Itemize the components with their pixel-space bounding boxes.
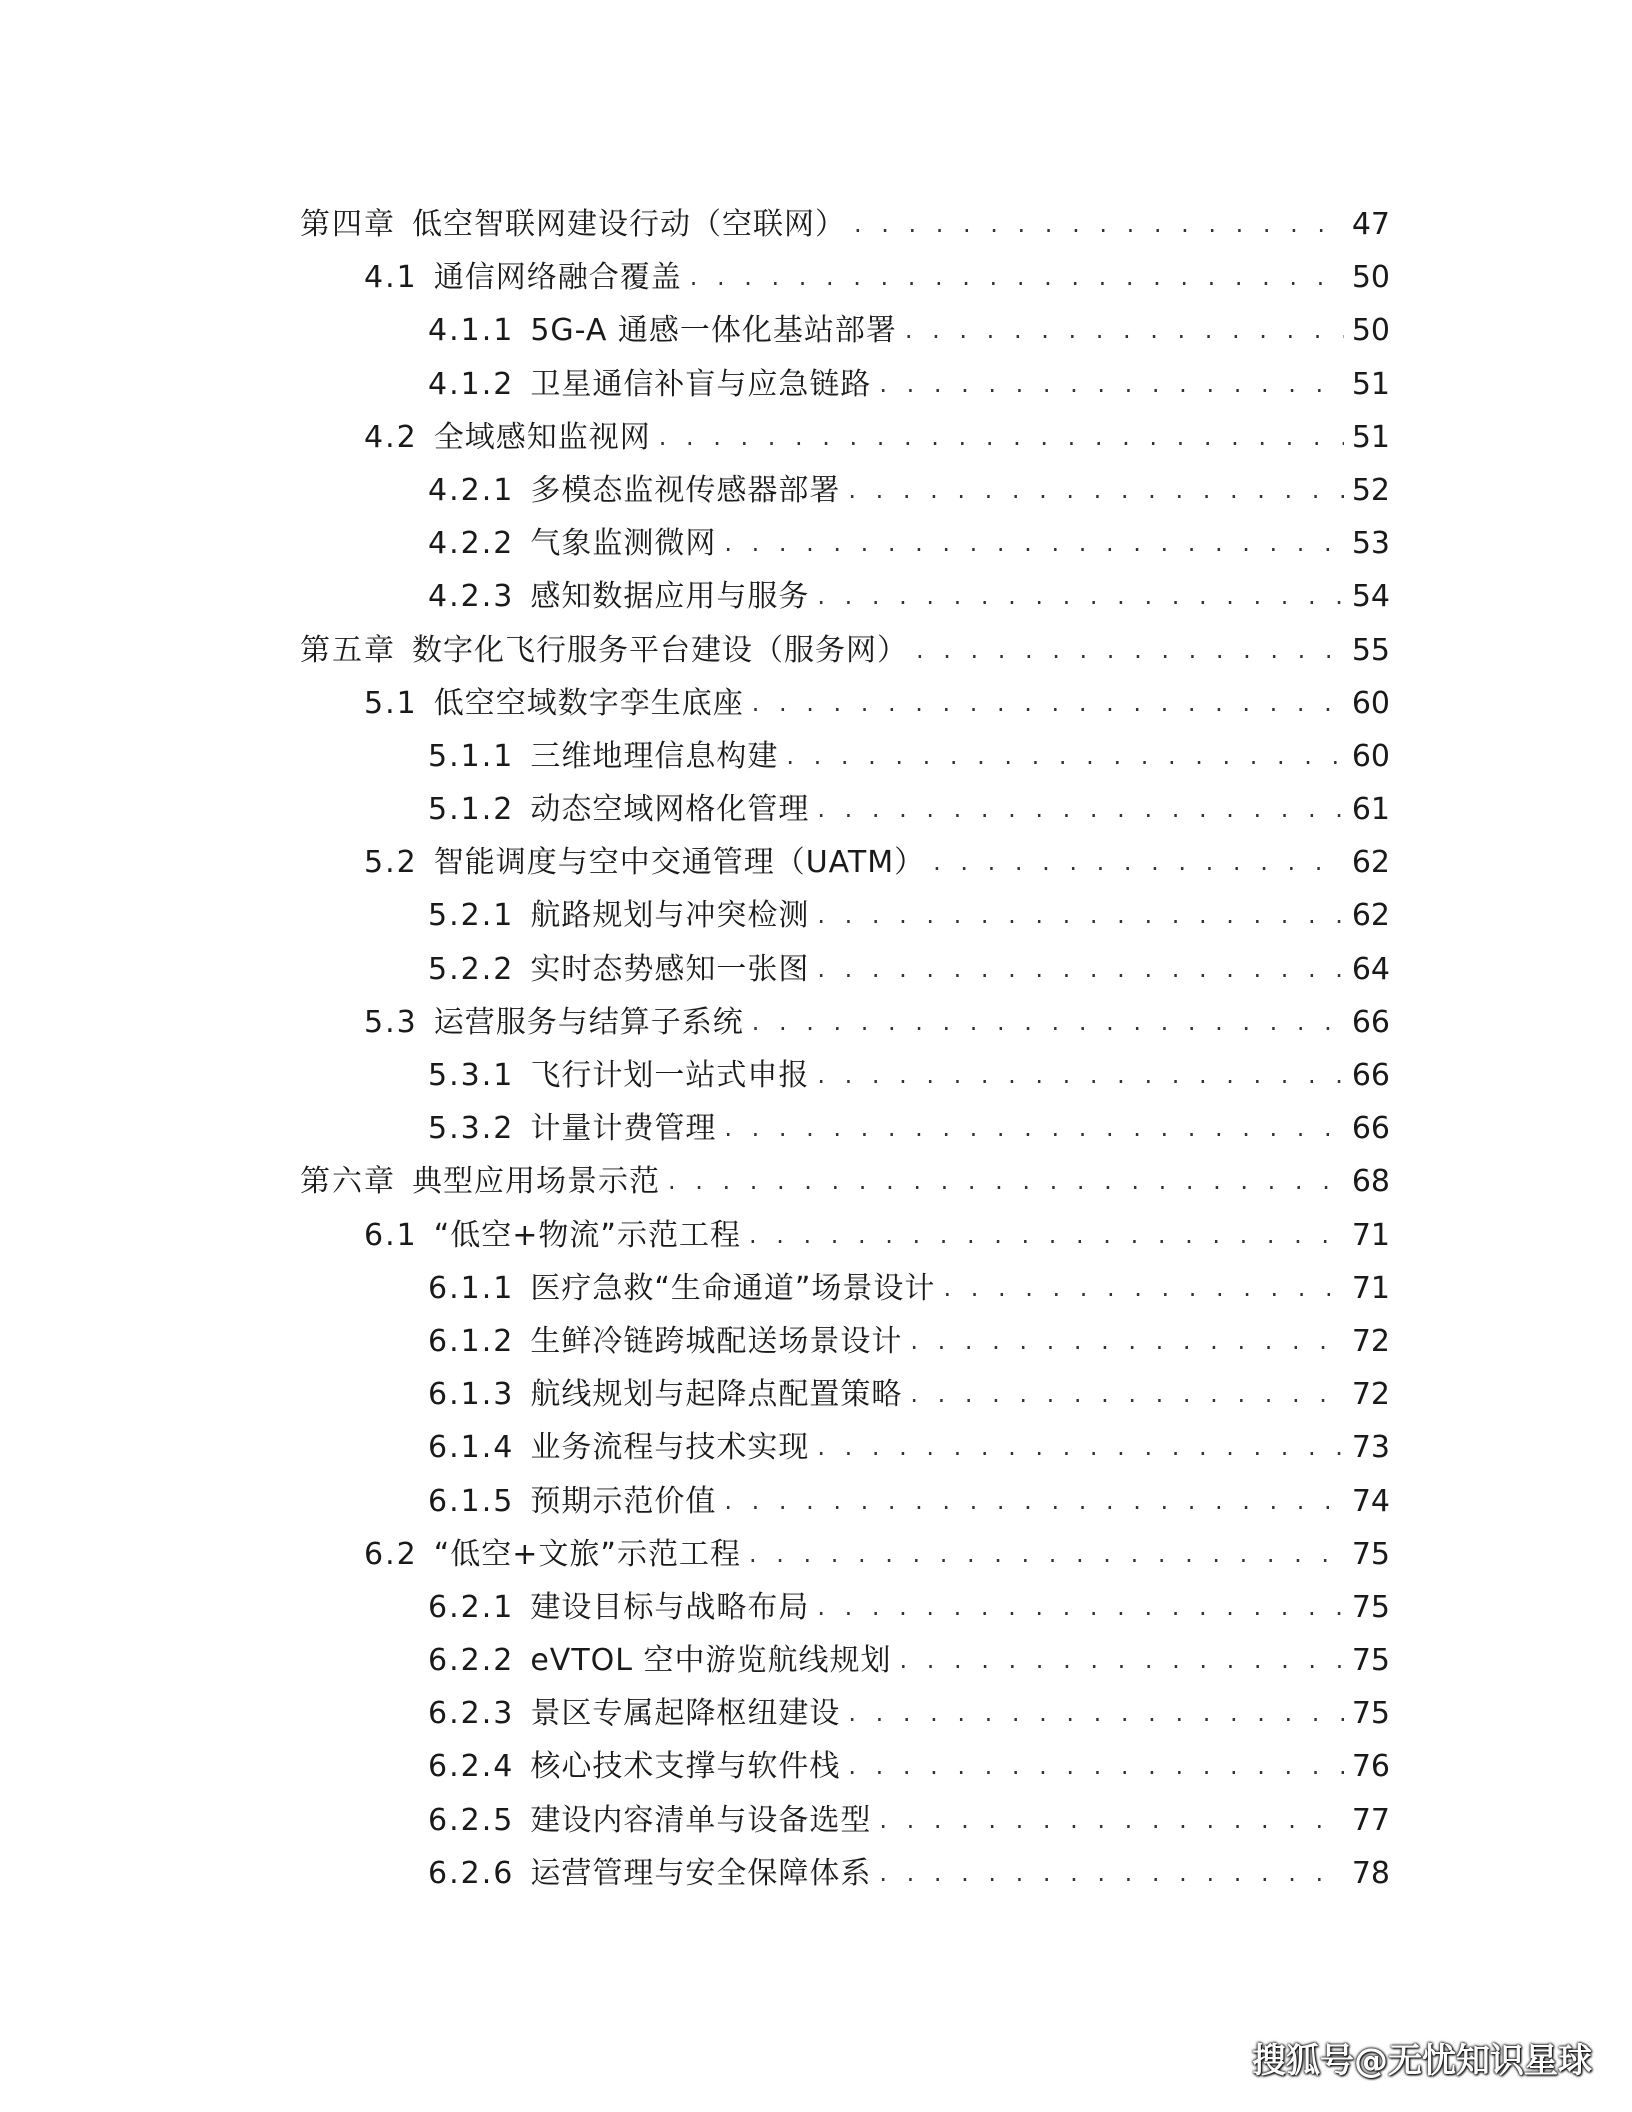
toc-entry-page-number: 66 (1351, 1004, 1390, 1040)
toc-entry-number: 5.2.2 (428, 951, 515, 987)
toc-entry-title: 景区专属起降枢纽建设 (530, 1696, 841, 1732)
toc-entry-number: 4.2.2 (428, 526, 515, 562)
toc-entry-page-number: 52 (1351, 472, 1390, 508)
toc-entry-title: 运营管理与安全保障体系 (530, 1855, 872, 1891)
toc-entry-title: eVTOL 空中游览航线规划 (530, 1643, 892, 1679)
toc-dot-leader (817, 1049, 1343, 1102)
toc-entry-number: 6.2.2 (428, 1643, 515, 1679)
toc-entry[interactable] (300, 1794, 1390, 1847)
toc-entry[interactable] (300, 996, 1390, 1049)
toc-entry-page-number: 66 (1351, 1111, 1390, 1147)
toc-entry[interactable] (300, 411, 1390, 464)
toc-entry[interactable] (300, 1634, 1390, 1687)
toc-entry-title: 医疗急救“生命通道”场景设计 (530, 1270, 936, 1306)
toc-entry-title: 计量计费管理 (530, 1111, 717, 1147)
toc-entry-page-number: 73 (1351, 1430, 1390, 1466)
toc-entry-title: 低空空域数字孪生底座 (433, 685, 744, 721)
watermark: 搜狐号@无忧知识星球 (1252, 2041, 1592, 2081)
toc-dot-leader (817, 1421, 1343, 1474)
toc-entry[interactable] (300, 464, 1390, 517)
toc-entry[interactable] (300, 889, 1390, 942)
toc-entry-number: 6.1.3 (428, 1377, 515, 1413)
toc-entry-title: “低空+物流”示范工程 (433, 1217, 741, 1253)
toc-entry-number: 5.2.1 (428, 898, 515, 934)
toc-entry-page-number: 71 (1351, 1270, 1390, 1306)
toc-entry[interactable] (300, 783, 1390, 836)
toc-entry-page-number: 77 (1351, 1802, 1390, 1838)
toc-dot-leader (749, 1528, 1344, 1581)
toc-entry-page-number: 66 (1351, 1058, 1390, 1093)
toc-entry-page-number: 53 (1351, 526, 1390, 562)
toc-dot-leader (817, 570, 1343, 623)
toc-entry-page-number: 72 (1351, 1323, 1390, 1359)
toc-dot-leader (900, 1634, 1344, 1687)
toc-dot-leader (659, 411, 1344, 464)
toc-dot-leader (817, 1581, 1343, 1634)
toc-entry-title: 气象监测微网 (530, 526, 717, 562)
toc-dot-leader (854, 198, 1344, 251)
toc-dot-leader (879, 1794, 1343, 1847)
toc-dot-leader (752, 996, 1344, 1049)
toc-dot-leader (848, 1740, 1343, 1793)
toc-entry[interactable] (300, 1421, 1390, 1474)
toc-entry[interactable] (300, 1315, 1390, 1368)
toc-entry-title: 航线规划与起降点配置策略 (530, 1377, 903, 1413)
toc-dot-leader (910, 1368, 1343, 1421)
toc-entry-page-number: 51 (1351, 419, 1390, 455)
toc-entry-number: 第五章 (300, 632, 396, 668)
toc-entry-title: 5G-A 通感一体化基站部署 (530, 313, 897, 349)
toc-dot-leader (817, 943, 1343, 996)
toc-dot-leader (817, 889, 1343, 942)
toc-dot-leader (879, 358, 1343, 411)
table-of-contents (300, 198, 1390, 1900)
toc-entry[interactable] (300, 1581, 1390, 1634)
toc-entry-number: 5.3 (364, 1004, 418, 1040)
toc-entry-title: 业务流程与技术实现 (530, 1430, 810, 1466)
toc-entry[interactable] (300, 1847, 1390, 1900)
toc-entry-page-number: 50 (1351, 313, 1390, 349)
toc-entry-page-number: 71 (1351, 1217, 1390, 1253)
toc-entry[interactable] (300, 1740, 1390, 1793)
toc-entry-page-number: 78 (1351, 1855, 1390, 1891)
toc-dot-leader (749, 1209, 1344, 1262)
toc-entry-number: 5.1 (364, 685, 418, 721)
toc-entry[interactable] (300, 198, 1390, 251)
toc-entry[interactable] (300, 1368, 1390, 1421)
toc-entry-number: 6.1.1 (428, 1270, 515, 1306)
toc-entry-title: 感知数据应用与服务 (530, 579, 810, 615)
toc-entry-page-number: 75 (1351, 1536, 1390, 1572)
toc-dot-leader (848, 464, 1343, 517)
toc-entry[interactable] (300, 1049, 1390, 1102)
toc-entry-number: 5.1.1 (428, 738, 515, 774)
toc-dot-leader (879, 1847, 1343, 1900)
toc-entry-title: “低空+文旅”示范工程 (433, 1536, 741, 1572)
toc-dot-leader (943, 1262, 1343, 1315)
toc-entry-page-number: 68 (1351, 1164, 1390, 1200)
toc-entry-title: 生鲜冷链跨城配送场景设计 (530, 1323, 903, 1359)
toc-dot-leader (690, 251, 1344, 304)
toc-entry-page-number: 74 (1351, 1483, 1390, 1519)
toc-entry-page-number: 72 (1351, 1377, 1390, 1413)
toc-entry[interactable] (300, 1262, 1390, 1315)
toc-entry-number: 6.2.3 (428, 1696, 515, 1732)
toc-entry-page-number: 60 (1351, 738, 1390, 774)
toc-entry[interactable] (300, 1102, 1390, 1155)
toc-entry[interactable] (300, 836, 1390, 889)
toc-entry-page-number: 75 (1351, 1696, 1390, 1732)
toc-dot-leader (724, 517, 1343, 570)
toc-entry-number: 5.2 (364, 845, 418, 881)
toc-entry-title: 三维地理信息构建 (530, 738, 779, 774)
toc-entry[interactable] (300, 304, 1390, 357)
toc-entry-title: 全域感知监视网 (433, 419, 651, 455)
toc-entry-page-number: 50 (1351, 260, 1390, 296)
toc-dot-leader (905, 304, 1344, 357)
toc-entry-title: 预期示范价值 (530, 1483, 717, 1519)
toc-entry[interactable] (300, 1687, 1390, 1740)
toc-entry-title: 航路规划与冲突检测 (530, 898, 810, 934)
toc-entry-number: 第四章 (300, 207, 396, 242)
toc-dot-leader (724, 1102, 1343, 1155)
toc-entry-number: 6.1.2 (428, 1323, 515, 1359)
toc-entry[interactable] (300, 1209, 1390, 1262)
toc-dot-leader (752, 677, 1344, 730)
toc-entry-number: 6.1 (364, 1217, 418, 1253)
toc-entry-number: 5.3.1 (428, 1058, 515, 1093)
toc-entry-title: 建设内容清单与设备选型 (530, 1802, 872, 1838)
toc-entry-title: 动态空域网格化管理 (530, 792, 810, 828)
toc-entry[interactable] (300, 358, 1390, 411)
toc-dot-leader (848, 1687, 1343, 1740)
toc-entry[interactable] (300, 1528, 1390, 1581)
toc-entry-page-number: 64 (1351, 951, 1390, 987)
toc-entry-title: 通信网络融合覆盖 (433, 260, 682, 296)
toc-entry-page-number: 51 (1351, 366, 1390, 402)
toc-dot-leader (817, 783, 1343, 836)
toc-entry-page-number: 60 (1351, 685, 1390, 721)
toc-entry[interactable] (300, 570, 1390, 623)
toc-dot-leader (910, 1315, 1343, 1368)
toc-entry-title: 卫星通信补盲与应急链路 (530, 366, 872, 402)
toc-entry-number: 5.3.2 (428, 1111, 515, 1147)
toc-entry-number: 4.1.2 (428, 366, 515, 402)
toc-entry-number: 6.2.1 (428, 1589, 515, 1625)
toc-entry[interactable] (300, 1475, 1390, 1528)
toc-entry[interactable] (300, 943, 1390, 996)
toc-entry-page-number: 75 (1351, 1589, 1390, 1625)
toc-entry[interactable] (300, 517, 1390, 570)
toc-dot-leader (916, 624, 1344, 677)
toc-entry[interactable] (300, 1155, 1390, 1208)
toc-entry-number: 6.1.4 (428, 1430, 515, 1466)
toc-entry-number: 5.1.2 (428, 792, 515, 828)
toc-entry-title: 飞行计划一站式申报 (530, 1058, 810, 1093)
toc-entry-page-number: 75 (1351, 1643, 1390, 1679)
toc-dot-leader (933, 836, 1344, 889)
toc-entry-number: 6.2.6 (428, 1855, 515, 1891)
toc-entry-title: 典型应用场景示范 (412, 1164, 660, 1200)
toc-entry-title: 实时态势感知一张图 (530, 951, 810, 987)
toc-entry-page-number: 61 (1351, 792, 1390, 828)
toc-entry[interactable] (300, 730, 1390, 783)
toc-entry[interactable] (300, 677, 1390, 730)
toc-entry-title: 核心技术支撑与软件栈 (530, 1749, 841, 1785)
toc-entry-number: 6.1.5 (428, 1483, 515, 1519)
toc-entry-title: 数字化飞行服务平台建设（服务网） (412, 632, 908, 668)
toc-dot-leader (786, 730, 1343, 783)
toc-entry-number: 4.2 (364, 419, 418, 455)
toc-dot-leader (668, 1155, 1344, 1208)
toc-entry[interactable] (300, 251, 1390, 304)
toc-entry-title: 建设目标与战略布局 (530, 1589, 810, 1625)
toc-entry[interactable] (300, 624, 1390, 677)
toc-entry-page-number: 47 (1351, 207, 1390, 242)
toc-entry-page-number: 54 (1351, 579, 1390, 615)
toc-entry-number: 6.2.5 (428, 1802, 515, 1838)
toc-entry-number: 第六章 (300, 1164, 396, 1200)
toc-entry-page-number: 76 (1351, 1749, 1390, 1785)
toc-entry-page-number: 62 (1351, 898, 1390, 934)
toc-entry-title: 智能调度与空中交通管理（UATM） (433, 845, 926, 881)
toc-entry-page-number: 62 (1351, 845, 1390, 881)
toc-entry-number: 4.2.3 (428, 579, 515, 615)
toc-entry-number: 6.2 (364, 1536, 418, 1572)
toc-entry-number: 4.1 (364, 260, 418, 296)
toc-entry-number: 4.1.1 (428, 313, 515, 349)
toc-entry-number: 6.2.4 (428, 1749, 515, 1785)
toc-entry-page-number: 55 (1351, 632, 1390, 668)
toc-entry-number: 4.2.1 (428, 472, 515, 508)
toc-entry-title: 多模态监视传感器部署 (530, 472, 841, 508)
toc-entry-title: 低空智联网建设行动（空联网） (412, 207, 846, 242)
toc-dot-leader (724, 1475, 1343, 1528)
toc-entry-title: 运营服务与结算子系统 (433, 1004, 744, 1040)
